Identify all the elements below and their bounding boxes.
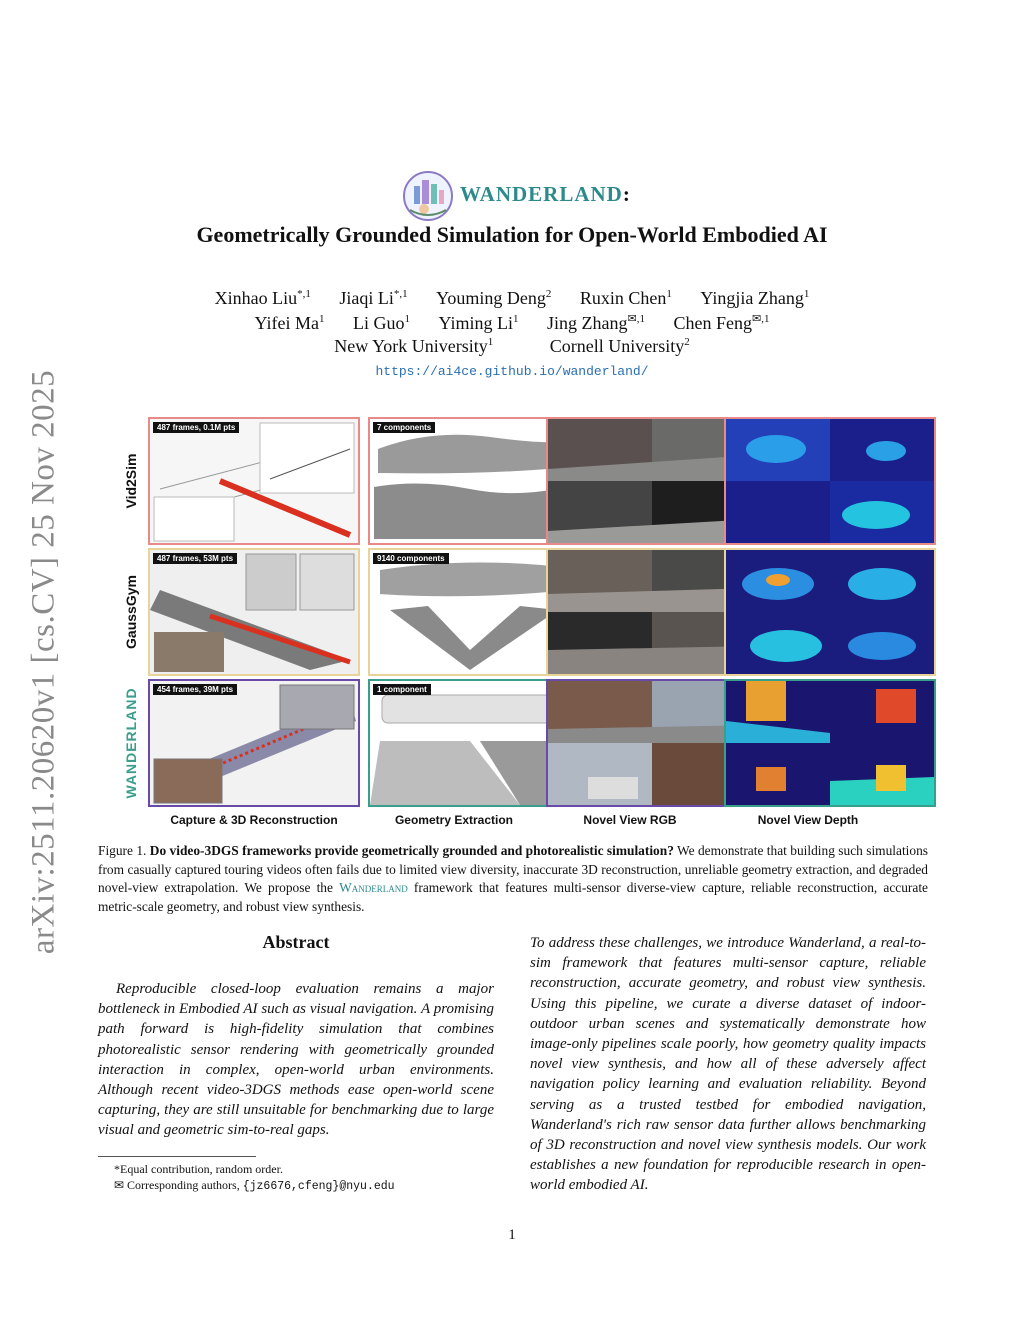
author-row-1 [0, 288, 1024, 309]
panel-gaussgym-recon [148, 548, 360, 676]
footnote-equal-contribution: *Equal contribution, random order. [114, 1162, 283, 1176]
panel-wanderland-recon [148, 679, 360, 807]
author: Yifei Ma$^1$ [254, 313, 325, 333]
panel-gaussgym-depth [724, 548, 936, 676]
panel-vid2sim-recon [148, 417, 360, 545]
footnote-rule [98, 1156, 256, 1157]
panel-vid2sim-depth [724, 417, 936, 545]
author: Yiming Li$^1$ [438, 313, 519, 333]
author: Li Guo$^1$ [353, 313, 411, 333]
abstract-heading: Abstract [262, 932, 330, 952]
author: Xinhao Liu$^{*,1}$ [214, 288, 311, 308]
column-label: Novel View Depth [757, 813, 859, 827]
arxiv-stamp: arXiv:2511.20620v1 [cs.CV] 25 Nov 2025 [25, 369, 62, 955]
column-label: Geometry Extraction [394, 813, 514, 827]
panel-wanderland-depth [724, 679, 936, 807]
footnote-corresponding: ✉ Corresponding authors, {jz6676,cfeng}@nyu.edu [114, 1178, 395, 1193]
paper-title-name: WANDERLAND: [460, 182, 631, 206]
row-label-gaussgym: GaussGym [123, 575, 139, 649]
geometry-tag: 1 component [373, 684, 431, 695]
author-row-2 [0, 312, 1024, 334]
recon-tag: 487 frames, 0.1M pts [153, 422, 239, 433]
row-label-wanderland: WANDERLAND [123, 687, 139, 799]
column-label: Novel View RGB [583, 813, 677, 827]
column-label: Capture & 3D Reconstruction [170, 813, 338, 827]
abstract-text-right: To address these challenges, we introduce Wanderland, a real-to-sim framework that features multi-sensor capture, reliable reconstruction, accurate geometry, and robust view synthesis. Using this pipeline, we curate a diverse dataset of indoor-outdoor urban scenes and systematically demonstrate how image-only pipelines scale poorly, how geometry quality impacts novel view synthesis, and how all of these adversely affect navigation policy learning and evaluation reliability. Beyond serving as a trusted testbed for embodied navigation, Wanderland's rich raw sensor data further allows benchmarking of 3D reconstruction and novel view synthesis models. Our work establishes a new foundation for reproducible research in open-world embodied AI. [530, 935, 926, 1194]
figure-caption: Figure 1. Do video-3DGS frameworks provide geometrically grounded and photorealistic simulation? We demonstrate that building such simulations from casually captured touring videos often fails due to limited view diversity, inaccurate 3D reconstruction, unreliable geometry extraction, and degraded novel-view extrapolation. We propose the Wanderland framework that features multi-sensor diverse-view capture, reliable reconstruction, accurate metric-scale geometry, and robust view synthesis. [98, 843, 929, 914]
author: Jiaqi $Li^{*,1}$ [339, 288, 408, 308]
geometry-tag: 7 components [373, 422, 435, 433]
affiliations [0, 336, 1024, 357]
recon-tag: 487 frames, 53M pts [153, 553, 237, 564]
project-link[interactable]: https://ai4ce.github.io/wanderland/ [375, 364, 649, 379]
author: Yingjia Zhang$^1$ [700, 288, 810, 308]
wanderland-logo [402, 170, 454, 222]
paper-title: Geometrically Grounded Simulation for Open-World Embodied AI [196, 222, 828, 247]
row-label-vid2sim: Vid2Sim [123, 453, 139, 509]
author: Jing Zhang$^{✉,1}$ [547, 313, 645, 333]
affiliation: Cornell University$^2$ [549, 336, 690, 356]
author: Ruxin Chen$^1$ [579, 288, 672, 308]
author: Youming Deng$^2$ [436, 288, 552, 308]
page-number: 1 [508, 1227, 516, 1243]
author: Chen Feng$^{✉,1}$ [673, 313, 770, 333]
corresponding-email[interactable]: {jz6676,cfeng}@nyu.edu [242, 1180, 395, 1193]
geometry-tag: 9140 components [373, 553, 449, 564]
affiliation: New York University$^1$ [334, 336, 494, 356]
recon-tag: 454 frames, 39M pts [153, 684, 237, 695]
abstract-text-left: Reproducible closed-loop evaluation remains a major bottleneck in Embodied AI such as visual navigation. A promising path forward is high-fidelity simulation that combines photorealistic sensor rendering with geometrically grounded interaction in complex, open-world urban environments. Although recent video-3DGS methods ease open-world scene capturing, they are still unsuitable for benchmarking due to large visual and geometric sim-to-real gaps. [98, 981, 494, 1139]
